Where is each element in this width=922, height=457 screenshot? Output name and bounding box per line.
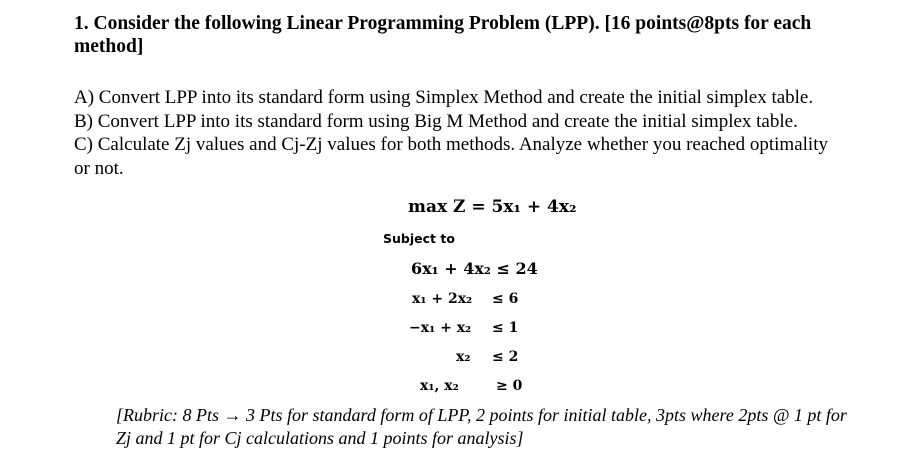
nonnegativity-rhs: ≥ 0 [496, 378, 523, 394]
question-parts [74, 86, 874, 180]
part-b: B) Convert LPP into its standard form using Big M Method and create the initial simplex table. [74, 110, 798, 132]
objective-function: max Z = 5x₁ + 4x₂ [408, 197, 577, 217]
part-c-line-1: C) Calculate Zj values and Cj-Zj values for both methods. Analyze whether you reached optimality [74, 134, 828, 155]
rubric [116, 404, 886, 450]
nonnegativity-lhs: x₁, x₂ [420, 378, 459, 394]
rubric-line-2: Zj and 1 pt for Cj calculations and 1 points for analysis] [116, 428, 524, 448]
constraint-4-rhs: ≤ 2 [492, 349, 519, 365]
constraint-4-lhs: x₂ [456, 349, 471, 365]
question-title-line-2: method] [74, 36, 144, 57]
rubric-line-1: [Rubric: 8 Pts → 3 Pts for standard form of LPP, 2 points for initial table, 3pts where 2pts @ 1 pt for [116, 405, 847, 425]
question-title [74, 12, 874, 58]
constraint-3-lhs: −x₁ + x₂ [409, 320, 472, 336]
constraint-2-rhs: ≤ 6 [492, 291, 519, 307]
constraint-2-lhs: x₁ + 2x₂ [412, 291, 473, 307]
subject-to-label: Subject to [383, 231, 455, 246]
constraint-3-rhs: ≤ 1 [492, 320, 519, 336]
part-c-line-2: or not. [74, 157, 124, 179]
constraint-1: 6x₁ + 4x₂ ≤ 24 [411, 259, 538, 278]
part-a: A) Convert LPP into its standard form using Simplex Method and create the initial simplex table. [74, 87, 814, 108]
question-title-line-1: 1. Consider the following Linear Programming Problem (LPP). [16 points@8pts for each [74, 13, 812, 34]
